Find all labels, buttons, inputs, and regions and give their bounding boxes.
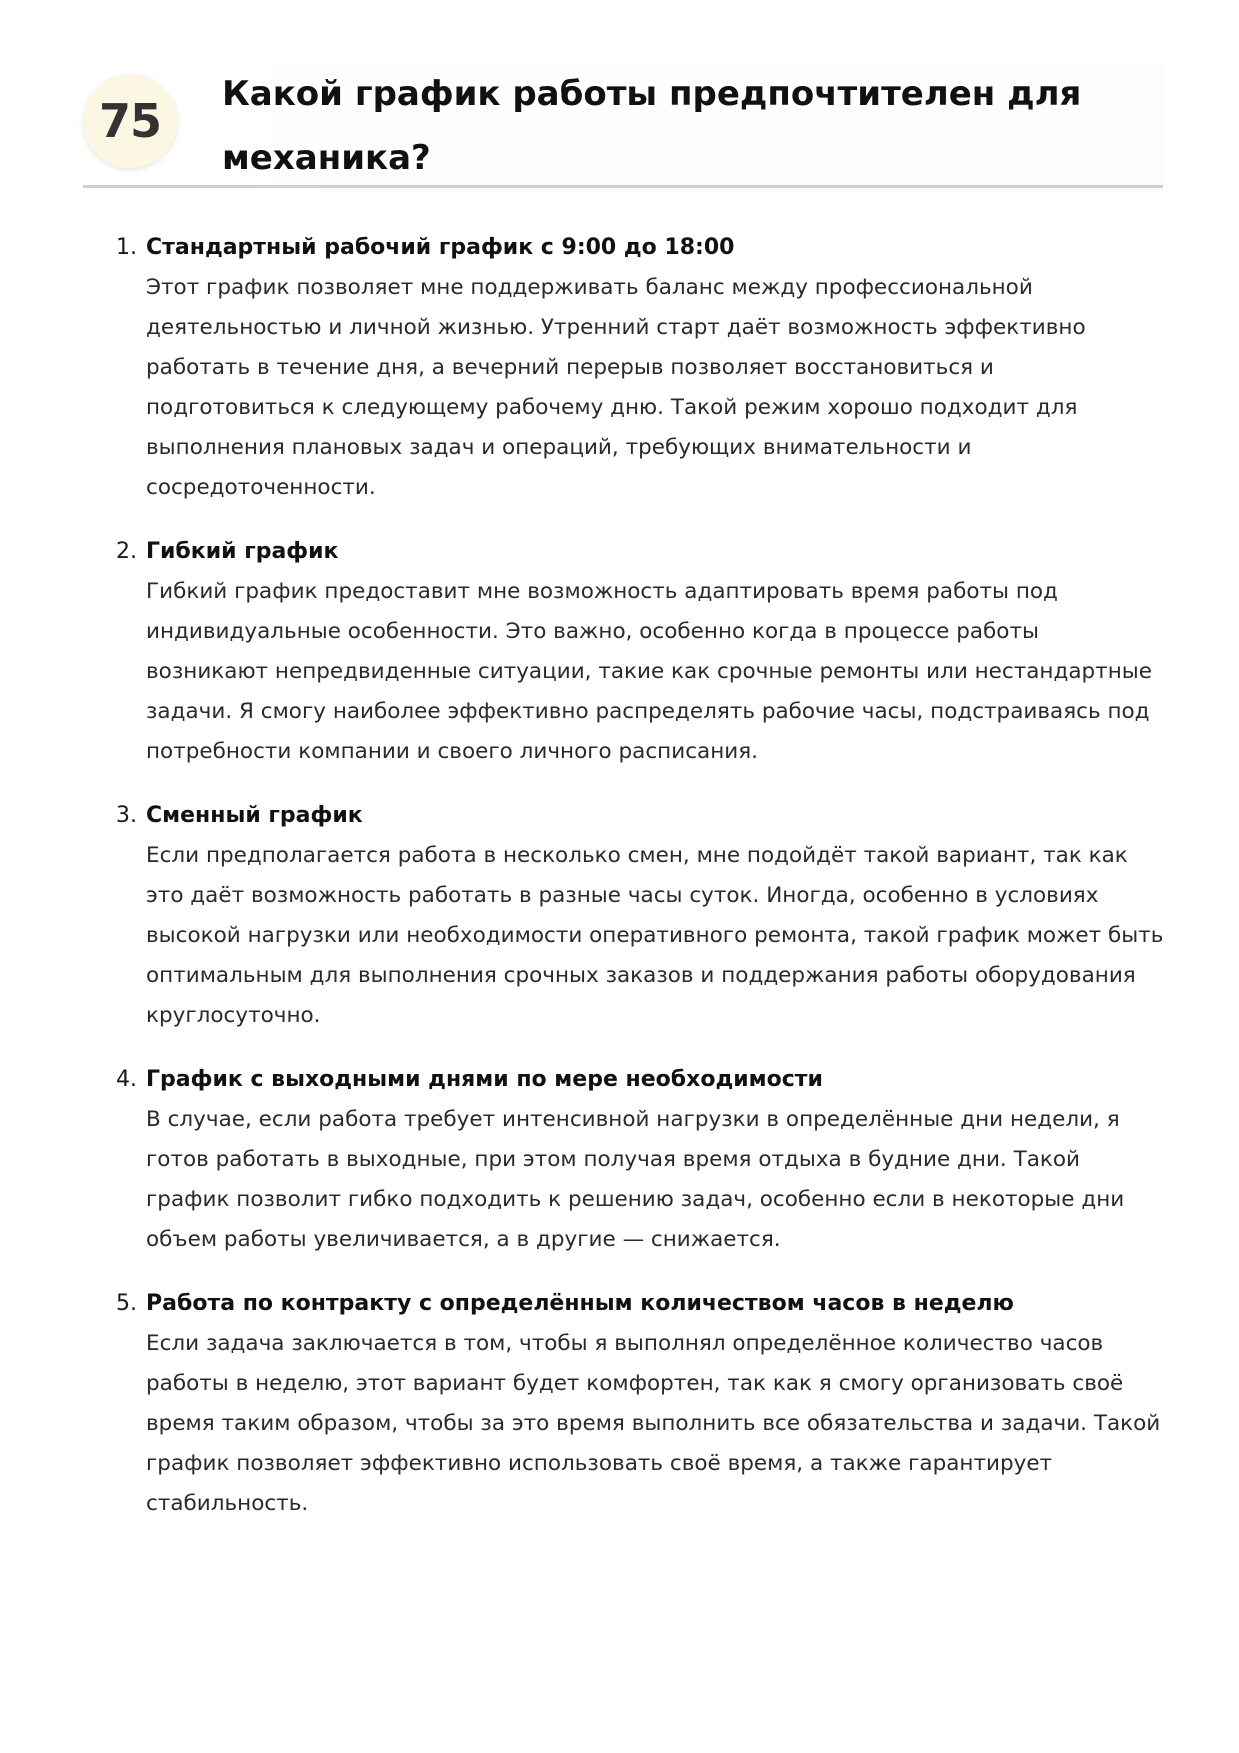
list-item-title: График с выходными днями по мере необходимости <box>146 1067 823 1092</box>
list-item-number: 3. <box>116 803 137 828</box>
list-item-number: 1. <box>116 235 137 260</box>
question-header <box>83 62 1163 188</box>
list-item-number: 2. <box>116 539 137 564</box>
list-item-number: 4. <box>116 1067 137 1092</box>
answer-list <box>116 228 1166 1548</box>
list-item <box>116 228 1166 508</box>
list-item <box>116 532 1166 772</box>
list-item-title: Сменный график <box>146 803 363 828</box>
list-item-text: Гибкий график предоставит мне возможность адаптировать время работы под индивидуальные особенности. Это важно, особенно когда в процессе работы возникают непредвиденные ситуации, такие как срочные ремонты или нестандартные задачи. Я смогу наиболее эффективно распределять рабочие часы, подстраиваясь под потребности компании и своего личного расписания. <box>146 579 1152 764</box>
question-number: 75 <box>98 94 161 148</box>
list-item-title: Стандартный рабочий график с 9:00 до 18:00 <box>146 235 735 260</box>
list-item-title: Гибкий график <box>146 539 339 564</box>
list-item-text: Если задача заключается в том, чтобы я выполнял определённое количество часов работы в неделю, этот вариант будет комфортен, так как я смогу организовать своё время таким образом, чтобы за это время выполнить все обязательства и задачи. Такой график позволяет эффективно использовать своё время, а также гарантирует стабильность. <box>146 1331 1161 1516</box>
list-item <box>116 1284 1166 1524</box>
list-item-text: В случае, если работа требует интенсивной нагрузки в определённые дни недели, я готов работать в выходные, при этом получая время отдыха в будние дни. Такой график позволит гибко подходить к решению задач, особенно если в некоторые дни объем работы увеличивается, а в другие — снижается. <box>146 1107 1125 1252</box>
list-item-text: Если предполагается работа в несколько смен, мне подойдёт такой вариант, так как это даёт возможность работать в разные часы суток. Иногда, особенно в условиях высокой нагрузки или необходимости оперативного ремонта, такой график может быть оптимальным для выполнения срочных заказов и поддержания работы оборудования круглосуточно. <box>146 843 1164 1028</box>
question-title: Какой график работы предпочтителен для механика? <box>222 74 1082 178</box>
list-item-number: 5. <box>116 1291 137 1316</box>
list-item-text: Этот график позволяет мне поддерживать баланс между профессиональной деятельностью и личной жизнью. Утренний старт даёт возможность эффективно работать в течение дня, а вечерний перерыв позволяет восстановиться и подготовиться к следующему рабочему дню. Такой режим хорошо подходит для выполнения плановых задач и операций, требующих внимательности и сосредоточенности. <box>146 275 1086 500</box>
question-number-badge <box>83 74 177 168</box>
list-item <box>116 796 1166 1036</box>
list-item-title: Работа по контракту с определённым количеством часов в неделю <box>146 1291 1014 1316</box>
list-item <box>116 1060 1166 1260</box>
